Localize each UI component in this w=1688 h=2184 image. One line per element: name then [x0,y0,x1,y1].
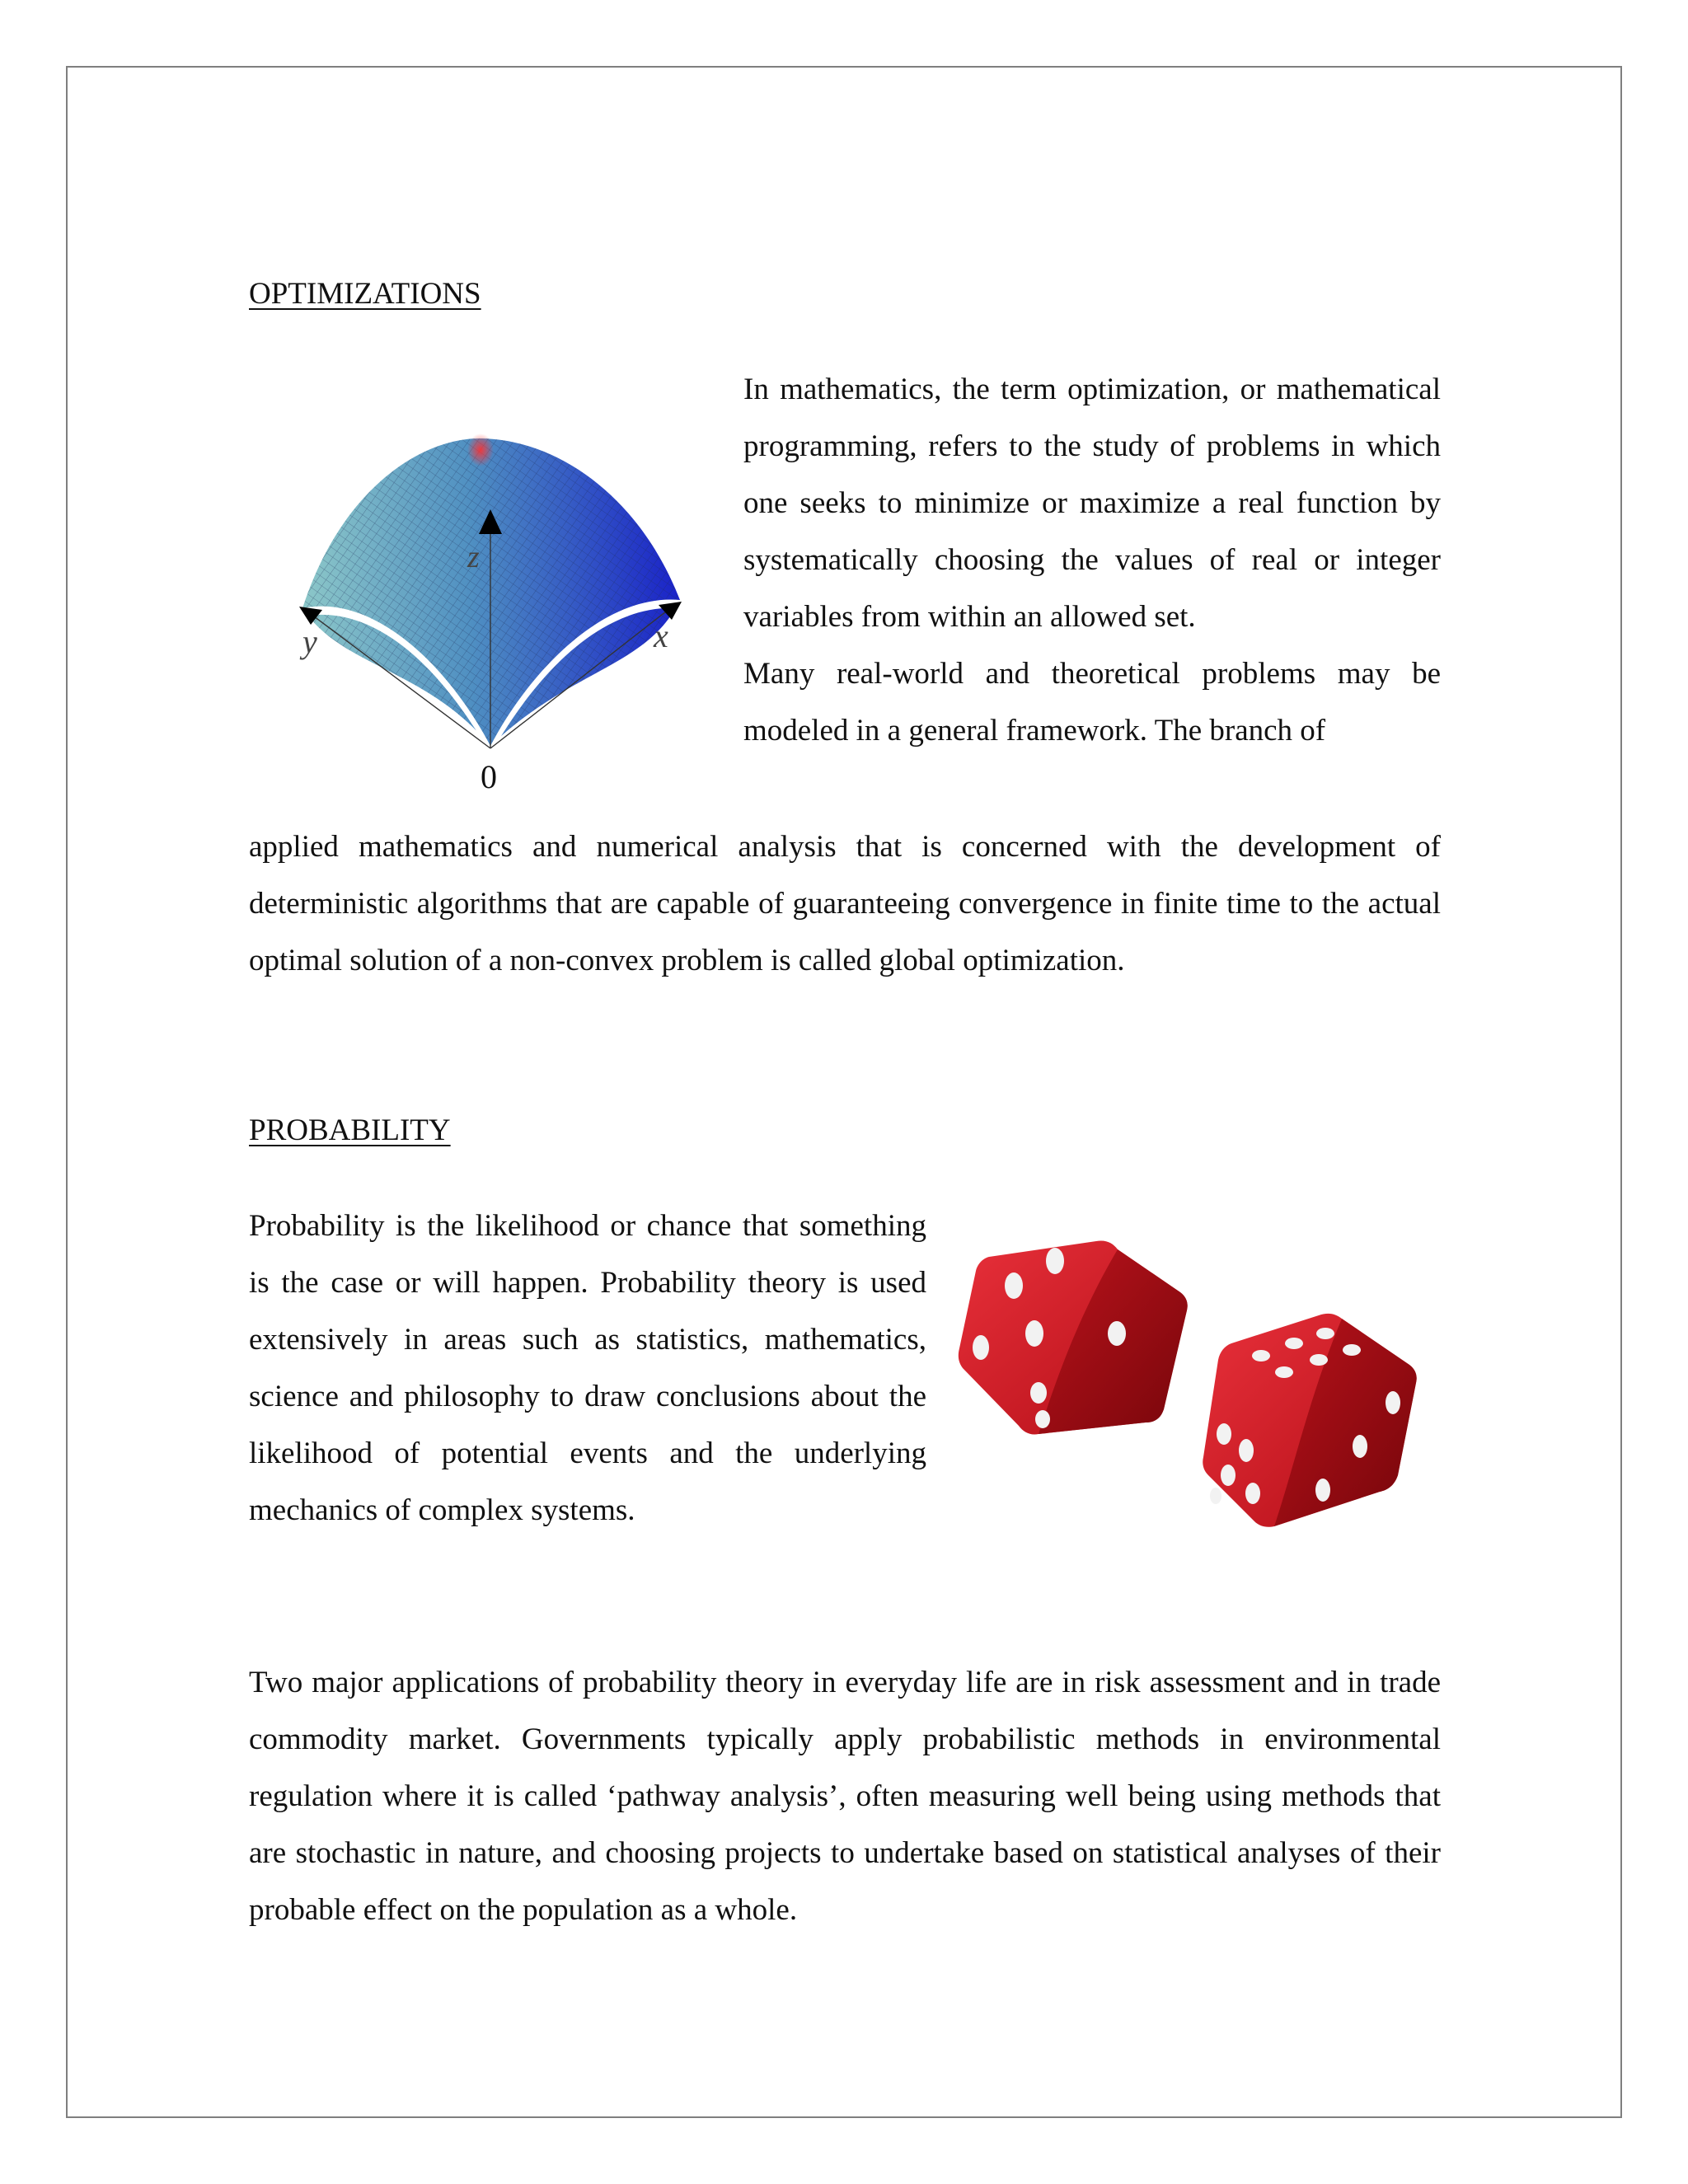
probability-applications [249,1654,1441,1938]
optimization-paragraph-2-start: Many real-world and theoretical problems may be modeled in a general framework. The branch of [743,657,1441,748]
section-heading-optimizations: OPTIMIZATIONS [249,277,481,311]
probability-paragraph-1: Probability is the likelihood or chance that something is the case or will happen. Probability theory is used extensively in areas such as statistics, mathematics, science and philosophy to draw conclusions about the likelihood of potential events and the underlying mechanics of complex systems. [249,1209,926,1527]
paraboloid-surface [302,434,680,754]
section-heading-probability: PROBABILITY [249,1113,451,1147]
origin-label: 0 [481,758,497,795]
die-right [1203,1314,1416,1527]
x-axis-label: x [654,617,668,654]
optimization-intro-column [743,361,1441,759]
die-left [959,1240,1188,1434]
probability-intro-column [249,1197,926,1539]
optimization-paragraph-1: In mathematics, the term optimization, or mathematical programming, refers to the study of problems in which one seeks to minimize or maximize a real function by systematically choosing the values of real or integer variables from within an allowed set. [743,373,1441,634]
optimization-paragraph-2-continuation [249,818,1441,989]
z-axis-label: z [467,540,480,574]
y-axis-label: y [302,623,317,660]
probability-paragraph-2: Two major applications of probability theory in everyday life are in risk assessment and in trade commodity market. Governments typically apply probabilistic methods in environmental regulation where it is called ‘pathway analysis’, often measuring well being using methods that are stochastic in nature, and choosing projects to undertake based on statistical analyses of their probable effect on the population as a whole. [249,1666,1441,1927]
optimization-surface-figure [293,420,688,808]
optimization-paragraph-2-end: applied mathematics and numerical analysis that is concerned with the development of deterministic algorithms that are capable of guaranteeing convergence in finite time to the actual optimal solution of a non-convex problem is called global optimization. [249,830,1441,977]
dice-figure [948,1228,1442,1558]
